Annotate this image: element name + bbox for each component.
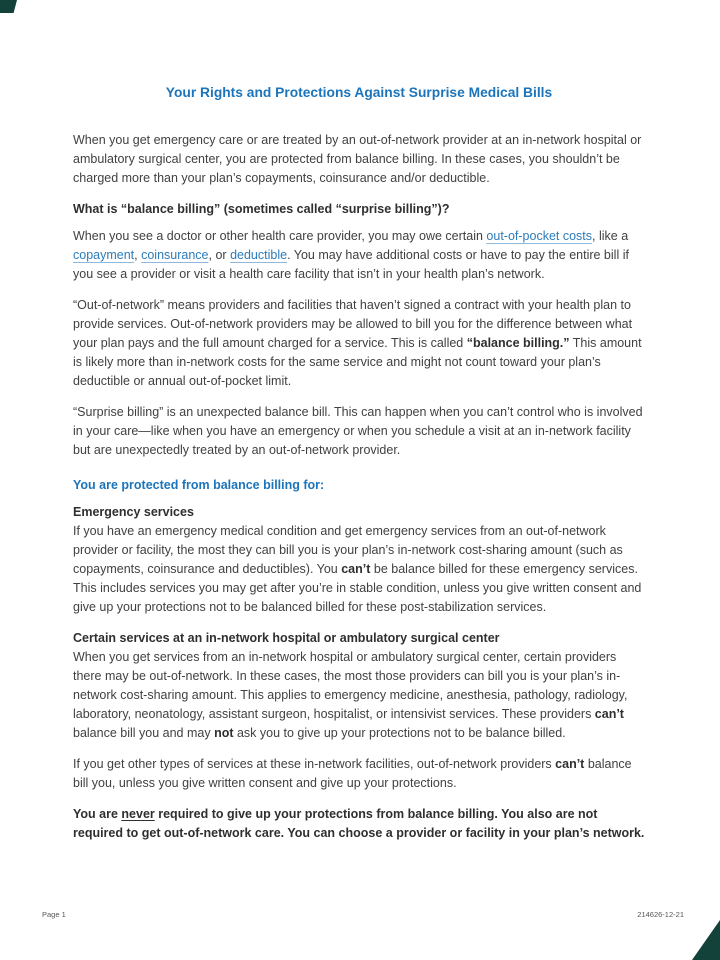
text-segment: be balance billed for these emergency services. This includes services you may get after you’re in stable condition, unless you give written consent and give up your protections not to be balanced billed for these post-stabilization services. (73, 562, 642, 614)
text-segment: , or (208, 248, 231, 262)
paragraph-never-required (73, 805, 645, 843)
text-segment: ask you to give up your protections not to be balance billed. (233, 726, 566, 740)
section-heading-what-is-balance-billing: What is “balance billing” (sometimes called “surprise billing”)? (73, 202, 450, 216)
text-segment: can’t (341, 562, 371, 576)
text-segment: required to give up your protections from balance billing. You also are not required to get out-of-network care. You can choose a provider or facility in your plan’s network. (73, 807, 645, 840)
text-segment: not (214, 726, 234, 740)
heading-protected-from-balance-billing: You are protected from balance billing for: (73, 478, 325, 492)
document-title: Your Rights and Protections Against Surprise Medical Bills (165, 85, 553, 100)
text-segment: , like a (592, 229, 629, 243)
text-segment: . You may have additional costs or have to pay the entire bill if you see a provider or visit a health care facility that isn’t in your health plan’s network. (73, 248, 629, 281)
text-segment: If you get other types of services at these in-network facilities, out-of-network providers (73, 757, 556, 771)
paragraph-other-services (73, 755, 645, 793)
scan-corner-artifact-top-left (0, 0, 17, 13)
text-segment: This amount is likely more than in-network costs for the same service and might not count toward your plan’s deductible or annual out-of-pocket limit. (73, 336, 642, 388)
paragraph-out-of-network-definition (73, 296, 645, 391)
document-content (73, 84, 645, 855)
text-segment: When you see a doctor or other health care provider, you may owe certain (73, 229, 487, 243)
text-segment: “Out-of-network” means providers and facilities that haven’t signed a contract with your health plan to provide services. Out-of-network providers may be allowed to bill you for the difference between what your plan pays and the full amount charged for a service. This is called (73, 298, 633, 350)
paragraph-certain-services (73, 648, 645, 743)
paragraph-emergency-services (73, 522, 645, 617)
paragraph-surprise-billing-definition: “Surprise billing” is an unexpected balance bill. This can happen when you can’t control who is involved in your care—like when you have an emergency or when you schedule a visit at an in-network facility but are unexpectedly treated by an out-of-network provider. (73, 405, 643, 457)
link-coinsurance[interactable]: coinsurance (141, 248, 209, 262)
text-segment: You are (73, 807, 122, 821)
text-segment: can’t (555, 757, 585, 771)
link-copayment[interactable]: copayment (73, 248, 135, 262)
text-segment: balance bill you and may (73, 726, 215, 740)
text-segment: balance bill you, unless you give written consent and give up your protections. (73, 757, 632, 790)
page-number: Page 1 (42, 910, 66, 919)
paragraph-out-of-pocket-costs (73, 227, 645, 284)
text-segment: If you have an emergency medical condition and get emergency services from an out-of-network provider or facility, the most they can bill you is your plan’s in-network cost-sharing amount (such as copayments, coinsurance and deductibles). You (73, 524, 623, 576)
text-segment: , (134, 248, 142, 262)
page-footer (42, 910, 684, 920)
subheading-emergency-services: Emergency services (73, 505, 194, 519)
text-segment: When you get services from an in-network hospital or ambulatory surgical center, certain providers there may be out-of-network. In these cases, the most those providers can bill you is your plan’s in-network cost-sharing amount. This applies to emergency medicine, anesthesia, pathology, radiology, laboratory, neonatology, assistant surgeon, hospitalist, or intensivist services. These providers (73, 650, 628, 721)
scan-corner-artifact-bottom-right (692, 920, 720, 960)
document-code: 214626-12-21 (637, 910, 684, 919)
text-segment: can’t (594, 707, 624, 721)
text-segment: never (121, 807, 155, 821)
link-out-of-pocket-costs[interactable]: out-of-pocket costs (486, 229, 593, 243)
subheading-certain-services: Certain services at an in-network hospital or ambulatory surgical center (73, 631, 500, 645)
text-segment: “balance billing.” (466, 336, 570, 350)
link-deductible[interactable]: deductible (230, 248, 288, 262)
intro-paragraph: When you get emergency care or are treated by an out-of-network provider at an in-network hospital or ambulatory surgical center, you are protected from balance billing. In these cases, you shouldn’t be charged more than your plan’s copayments, coinsurance and/or deductible. (73, 133, 642, 185)
